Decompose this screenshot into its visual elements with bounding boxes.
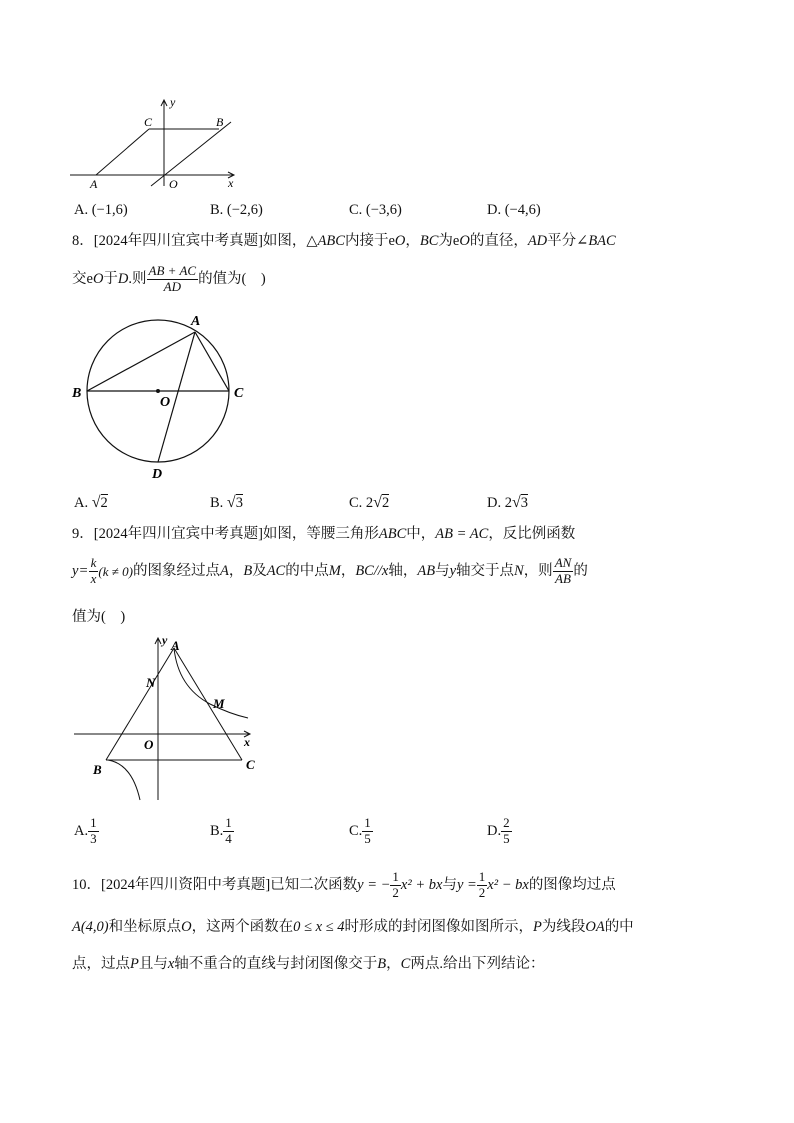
- text: 两点.给出下列结论：: [410, 956, 545, 972]
- point-b: B: [243, 563, 253, 580]
- option-letter: D. 2: [487, 495, 512, 511]
- function-2-rhs: x² − bx: [487, 877, 529, 894]
- label-b: B: [93, 762, 102, 777]
- q8-option-b[interactable]: [210, 494, 243, 512]
- text: ，: [340, 563, 356, 580]
- fraction-denominator: 2: [478, 884, 486, 900]
- label-n: N: [146, 675, 156, 690]
- label-a: A: [90, 177, 98, 190]
- var-x: x: [167, 956, 175, 972]
- text: 交: [72, 271, 87, 288]
- triangle-abc: ABC: [378, 526, 407, 542]
- q8-fraction: [147, 264, 199, 295]
- bc-parallel-x: BC//x: [355, 563, 389, 580]
- fraction-numerator: 1: [90, 815, 97, 830]
- point-d: D: [117, 271, 129, 288]
- range: 0 ≤ x ≤ 4: [293, 919, 345, 935]
- fraction-denominator: 3: [90, 830, 97, 846]
- fraction-denominator: 5: [364, 830, 371, 846]
- circle-symbol: e: [452, 233, 460, 249]
- fraction-numerator: 1: [392, 869, 399, 884]
- text: 点，过点: [72, 956, 130, 972]
- text: 轴，: [388, 563, 418, 580]
- label-o: O: [160, 395, 171, 410]
- option-letter: C. 2: [349, 495, 374, 511]
- circle-o: O: [394, 233, 406, 249]
- label-x: x: [244, 735, 250, 749]
- text: 的图像均过点: [528, 877, 616, 894]
- text: 为: [438, 233, 453, 249]
- q9-fraction: [553, 556, 574, 587]
- hyperbola-branch-3: [108, 760, 140, 800]
- label-m: M: [213, 696, 225, 711]
- triangle-abc: ABC: [317, 233, 345, 249]
- point-m: M: [328, 563, 341, 580]
- text: 与: [442, 877, 457, 894]
- fraction-numerator: 1: [478, 869, 486, 884]
- text: 的图象经过点: [132, 563, 220, 580]
- option-fraction: [362, 816, 373, 847]
- q8-stem-line2: [72, 264, 266, 295]
- point-n: N: [514, 563, 524, 580]
- point-p: P: [130, 956, 139, 972]
- q9-option-b[interactable]: [210, 816, 234, 847]
- option-letter: B.: [210, 822, 224, 839]
- label-x: x: [228, 176, 234, 190]
- text: 和坐标原点: [108, 919, 182, 935]
- fraction-numerator: AB + AC: [148, 263, 197, 278]
- label-o: O: [169, 177, 178, 190]
- fraction-numerator: k: [90, 555, 97, 570]
- q8-figure: [68, 308, 258, 483]
- label-b: B: [72, 386, 82, 401]
- option-letter: A.: [74, 495, 89, 511]
- fraction-numerator: 1: [364, 815, 371, 830]
- radicand: 3: [520, 495, 529, 511]
- condition: (k ≠ 0): [98, 563, 133, 579]
- sqrt-sign: √: [511, 494, 521, 511]
- radicand: 3: [235, 495, 243, 511]
- circle-o: O: [459, 233, 470, 249]
- equation-ab-ac: AB = AC: [435, 526, 489, 542]
- option-letter: C.: [349, 822, 363, 839]
- text: .则: [128, 271, 147, 288]
- line-through-o: [151, 122, 231, 186]
- function-1-rhs: x² + bx: [400, 877, 443, 894]
- fraction-denominator: AD: [163, 278, 181, 294]
- point-b: B: [377, 956, 387, 972]
- q9-option-c[interactable]: [349, 816, 373, 847]
- option-letter: B.: [210, 495, 224, 511]
- text: 内接于: [344, 233, 389, 249]
- option-letter: D.: [487, 822, 502, 839]
- q9-source: [2024年四川宜宾中考真题]如图，等腰三角形: [93, 526, 379, 542]
- function-2-coefficient: [477, 870, 488, 901]
- q7-option-c[interactable]: C. (−3,6): [349, 202, 402, 218]
- radicand: 2: [381, 495, 390, 511]
- fraction-numerator: AN: [554, 555, 572, 570]
- text: ，: [386, 956, 401, 972]
- text: 平分: [547, 233, 577, 249]
- q8-source: [2024年四川宜宾中考真题]如图，: [93, 233, 307, 249]
- option-fraction: [223, 816, 234, 847]
- q7-option-b[interactable]: B. (−2,6): [210, 202, 263, 218]
- text: 且与: [138, 956, 168, 972]
- text: 于: [103, 271, 118, 288]
- q9-stem-line2: [72, 556, 588, 587]
- sqrt-sign: √: [226, 494, 236, 511]
- sqrt-sign: √: [373, 494, 382, 511]
- text: 的中: [604, 919, 634, 935]
- radicand: 2: [100, 495, 108, 511]
- text: 的: [573, 563, 588, 580]
- sqrt-sign: √: [91, 494, 101, 511]
- text: 时形成的封闭图像如图所示，: [344, 919, 533, 935]
- text: 的值为( ): [198, 271, 266, 288]
- q9-stem-line1: [72, 527, 575, 542]
- option-fraction: [88, 816, 99, 847]
- text: 中，: [406, 526, 436, 542]
- fraction-denominator: 4: [225, 830, 232, 846]
- fraction-numerator: 1: [225, 815, 232, 830]
- text: ，: [405, 233, 420, 249]
- text: ，反比例函数: [488, 526, 576, 542]
- text: ，: [228, 563, 244, 580]
- q10-stem-line1: [72, 870, 616, 901]
- segment-ab: AB: [417, 563, 436, 580]
- function-1-lhs: y = −: [357, 877, 391, 894]
- fraction-denominator: 5: [503, 830, 510, 846]
- q9-option-d[interactable]: [487, 816, 512, 847]
- circle-symbol: e: [86, 271, 93, 288]
- label-c: C: [246, 757, 255, 772]
- text: 轴交于点: [456, 563, 515, 580]
- q9-option-a[interactable]: [74, 816, 99, 847]
- var-y: y: [449, 563, 457, 580]
- fraction-denominator: AB: [555, 570, 571, 586]
- q9-number: 9．: [72, 526, 94, 542]
- option-fraction: [501, 816, 512, 847]
- label-a: A: [191, 314, 201, 329]
- text: ，这两个函数在: [191, 919, 294, 935]
- label-o: O: [144, 737, 154, 752]
- segment-oa: OA: [585, 919, 605, 935]
- center-point: [156, 389, 160, 393]
- q10-number: 10．: [72, 877, 101, 894]
- q9-figure: [70, 632, 260, 804]
- q8-number: 8．: [72, 233, 94, 249]
- text: 为线段: [541, 919, 586, 935]
- function-1-coefficient: [390, 870, 401, 901]
- q10-stem-line3: [72, 957, 544, 972]
- triangle-symbol: △: [306, 233, 318, 249]
- line-through-a: [96, 129, 149, 175]
- label-d: D: [152, 467, 163, 482]
- label-y: y: [162, 633, 168, 647]
- q8-option-a[interactable]: [74, 494, 108, 512]
- fraction-denominator: x: [90, 570, 97, 586]
- segment-bc: BC: [419, 233, 439, 249]
- segment-ad: AD: [527, 233, 548, 249]
- text: 及: [252, 563, 267, 580]
- option-letter: A.: [74, 822, 89, 839]
- function-2-lhs: y =: [456, 877, 477, 894]
- label-c: C: [144, 115, 153, 129]
- point-c: C: [400, 956, 411, 972]
- q8-option-d[interactable]: [487, 494, 528, 512]
- text: 与: [435, 563, 450, 580]
- fraction-k-over-x: [89, 556, 99, 587]
- hyperbola-branch-1: [174, 648, 248, 718]
- q10-stem-line2: [72, 920, 634, 935]
- text: 的中点: [285, 563, 329, 580]
- q7-option-a[interactable]: A. (−1,6): [74, 202, 128, 218]
- circle-o: O: [92, 271, 104, 288]
- chord-ab: [87, 332, 195, 391]
- label-y: y: [170, 95, 176, 109]
- point-a: A: [219, 563, 229, 580]
- side-ac: [174, 648, 242, 760]
- label-b: B: [216, 115, 224, 129]
- q8-option-c[interactable]: [349, 494, 389, 512]
- circle-symbol: e: [388, 233, 395, 249]
- var-y: y: [72, 563, 79, 580]
- equals: =: [79, 563, 88, 580]
- label-a: A: [171, 638, 180, 653]
- q10-source: [2024年四川资阳中考真题]已知二次函数: [101, 877, 358, 894]
- fraction-numerator: 2: [503, 815, 510, 830]
- q7-figure: [66, 94, 246, 190]
- segment-ac: AC: [266, 563, 286, 580]
- text: 的直径，: [469, 233, 528, 249]
- point-o: O: [181, 919, 192, 935]
- text: ，则: [523, 563, 553, 580]
- text: 轴不重合的直线与封闭图像交于: [174, 956, 378, 972]
- q9-stem-line3: 值为( ): [72, 609, 126, 625]
- label-c: C: [234, 386, 244, 401]
- angle-bac: ∠BAC: [576, 233, 616, 249]
- chord-ac: [195, 332, 229, 391]
- side-ab: [106, 648, 174, 760]
- q7-option-d[interactable]: D. (−4,6): [487, 202, 541, 218]
- point-p: P: [532, 919, 542, 935]
- q8-stem-line1: [72, 234, 616, 249]
- fraction-denominator: 2: [392, 884, 399, 900]
- point-a: A(4,0): [72, 919, 109, 935]
